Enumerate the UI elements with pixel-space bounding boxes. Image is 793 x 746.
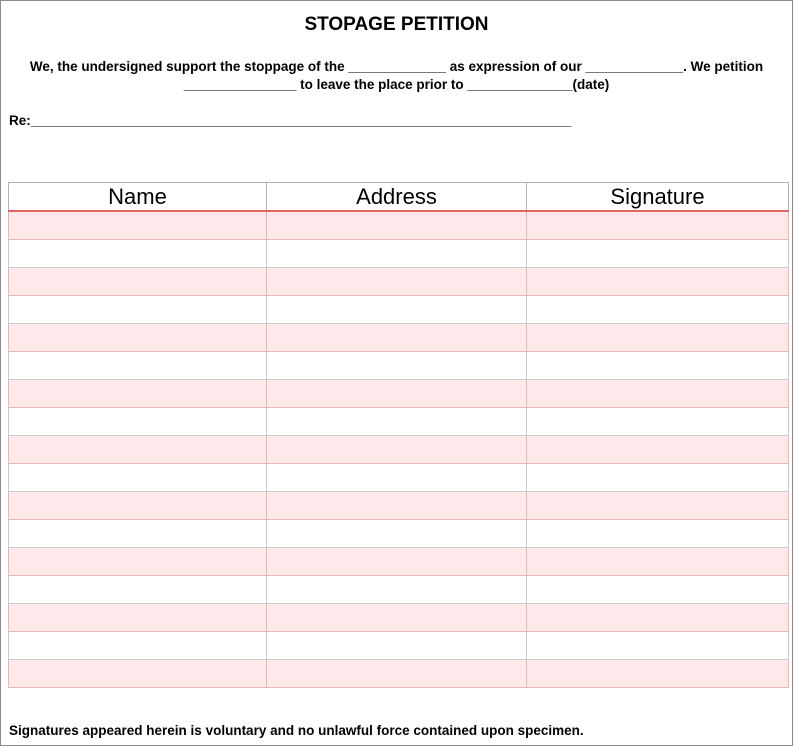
- cell-name[interactable]: [9, 436, 267, 464]
- cell-address[interactable]: [267, 380, 527, 408]
- cell-address[interactable]: [267, 296, 527, 324]
- cell-signature[interactable]: [527, 268, 789, 296]
- column-header-name: Name: [9, 183, 267, 212]
- table-row: [9, 211, 789, 240]
- cell-name[interactable]: [9, 548, 267, 576]
- cell-address[interactable]: [267, 520, 527, 548]
- cell-name[interactable]: [9, 604, 267, 632]
- cell-address[interactable]: [267, 436, 527, 464]
- cell-address[interactable]: [267, 211, 527, 240]
- cell-address[interactable]: [267, 632, 527, 660]
- column-header-address: Address: [267, 183, 527, 212]
- cell-address[interactable]: [267, 240, 527, 268]
- cell-signature[interactable]: [527, 296, 789, 324]
- cell-name[interactable]: [9, 520, 267, 548]
- table-row: [9, 464, 789, 492]
- petition-text-line-2: _______________ to leave the place prior to ______________(date): [183, 77, 610, 92]
- petition-text-line-1: We, the undersigned support the stoppage of the _____________ as expression of our _____________. We petition: [29, 59, 764, 74]
- cell-address[interactable]: [267, 660, 527, 688]
- cell-address[interactable]: [267, 492, 527, 520]
- cell-signature[interactable]: [527, 464, 789, 492]
- cell-signature[interactable]: [527, 576, 789, 604]
- table-row: [9, 660, 789, 688]
- document-title: STOPAGE PETITION: [304, 14, 489, 35]
- cell-address[interactable]: [267, 352, 527, 380]
- cell-name[interactable]: [9, 464, 267, 492]
- table-row: [9, 632, 789, 660]
- table-row: [9, 436, 789, 464]
- cell-address[interactable]: [267, 604, 527, 632]
- cell-address[interactable]: [267, 464, 527, 492]
- table-row: [9, 380, 789, 408]
- cell-name[interactable]: [9, 576, 267, 604]
- table-row: [9, 268, 789, 296]
- cell-signature[interactable]: [527, 408, 789, 436]
- footer-note: Signatures appeared herein is voluntary and no unlawful force contained upon specimen.: [9, 723, 584, 738]
- cell-signature[interactable]: [527, 240, 789, 268]
- cell-name[interactable]: [9, 240, 267, 268]
- cell-name[interactable]: [9, 492, 267, 520]
- cell-signature[interactable]: [527, 660, 789, 688]
- cell-signature[interactable]: [527, 548, 789, 576]
- table-row: [9, 324, 789, 352]
- cell-name[interactable]: [9, 380, 267, 408]
- cell-address[interactable]: [267, 576, 527, 604]
- table-row: [9, 576, 789, 604]
- cell-name[interactable]: [9, 352, 267, 380]
- table-row: [9, 548, 789, 576]
- table-row: [9, 408, 789, 436]
- cell-name[interactable]: [9, 632, 267, 660]
- cell-signature[interactable]: [527, 352, 789, 380]
- column-header-signature: Signature: [527, 183, 789, 212]
- cell-name[interactable]: [9, 660, 267, 688]
- table-header-row: [9, 183, 789, 212]
- cell-name[interactable]: [9, 268, 267, 296]
- table-row: [9, 296, 789, 324]
- cell-address[interactable]: [267, 408, 527, 436]
- cell-signature[interactable]: [527, 380, 789, 408]
- table-row: [9, 520, 789, 548]
- cell-name[interactable]: [9, 296, 267, 324]
- table-row: [9, 604, 789, 632]
- cell-signature[interactable]: [527, 324, 789, 352]
- cell-signature[interactable]: [527, 492, 789, 520]
- signature-table: [8, 182, 789, 688]
- cell-signature[interactable]: [527, 520, 789, 548]
- cell-address[interactable]: [267, 324, 527, 352]
- table-body: [9, 211, 789, 688]
- table-row: [9, 240, 789, 268]
- cell-signature[interactable]: [527, 632, 789, 660]
- table-row: [9, 492, 789, 520]
- cell-name[interactable]: [9, 324, 267, 352]
- cell-signature[interactable]: [527, 436, 789, 464]
- cell-name[interactable]: [9, 211, 267, 240]
- regarding-line: Re:________________________________________________________________________: [9, 113, 572, 128]
- table-row: [9, 352, 789, 380]
- cell-address[interactable]: [267, 268, 527, 296]
- cell-signature[interactable]: [527, 211, 789, 240]
- cell-signature[interactable]: [527, 604, 789, 632]
- cell-name[interactable]: [9, 408, 267, 436]
- cell-address[interactable]: [267, 548, 527, 576]
